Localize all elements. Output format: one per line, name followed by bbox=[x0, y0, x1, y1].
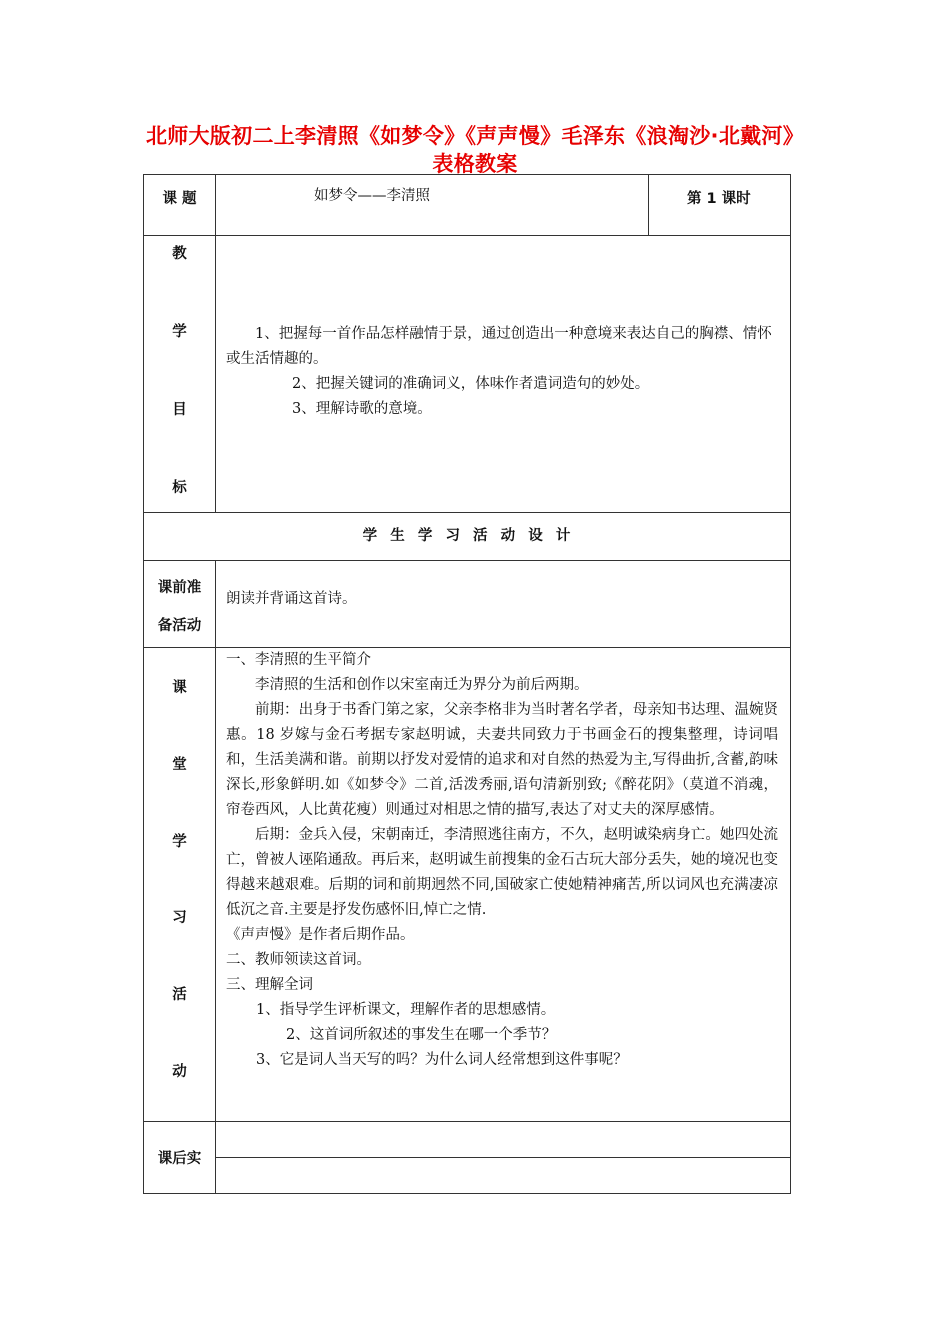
objectives-label-char: 学 bbox=[172, 324, 187, 340]
objectives-list bbox=[216, 236, 790, 422]
topic-value: 如梦令——李清照 bbox=[314, 188, 430, 204]
inclass-paragraph: 1、指导学生评析课文，理解作者的思想感情。 bbox=[256, 1002, 556, 1018]
preclass-label-line: 课前准 bbox=[157, 580, 202, 596]
afterclass-row-2 bbox=[144, 1158, 791, 1194]
afterclass-label: 课后实 bbox=[157, 1151, 202, 1167]
inclass-label-char: 活 bbox=[172, 987, 187, 1004]
inclass-row bbox=[144, 648, 791, 1122]
inclass-label-char: 学 bbox=[172, 833, 187, 850]
period-label: 第 1 课时 bbox=[687, 191, 751, 207]
objective-item: 1、把握每一首作品怎样融情于景，通过创造出一种意境来表达自己的胸襟、情怀或生活情趣的。 bbox=[226, 326, 772, 367]
inclass-paragraph: 一、李清照的生平简介 bbox=[226, 652, 371, 668]
objectives-label-char: 教 bbox=[172, 246, 187, 262]
objective-item: 2、把握关键词的准确词义，体味作者遣词造句的妙处。 bbox=[292, 376, 650, 392]
inclass-paragraph: 李清照的生活和创作以宋室南迁为界分为前后两期。 bbox=[255, 677, 589, 693]
objectives-label-char: 标 bbox=[172, 480, 187, 496]
afterclass-row bbox=[144, 1122, 791, 1158]
document-title: 北师大版初二上李清照《如梦令》《声声慢》毛泽东《浪淘沙·北戴河》表格教案 bbox=[145, 124, 805, 176]
objectives-row bbox=[144, 236, 791, 513]
preclass-content-cell bbox=[216, 561, 791, 648]
inclass-label-char: 堂 bbox=[172, 756, 187, 773]
objectives-content-cell bbox=[216, 236, 791, 513]
topic-row bbox=[144, 175, 791, 236]
period-cell bbox=[649, 175, 791, 236]
inclass-paragraph: 3、它是词人当天写的吗？为什么词人经常想到这件事呢？ bbox=[256, 1052, 628, 1068]
inclass-paragraph: 2、这首词所叙述的事发生在哪一个季节？ bbox=[286, 1027, 557, 1043]
inclass-label-char: 动 bbox=[172, 1063, 187, 1080]
objectives-label-char: 目 bbox=[172, 402, 187, 418]
section-header-cell bbox=[144, 513, 791, 561]
section-header-row bbox=[144, 513, 791, 561]
inclass-paragraph: 三、理解全词 bbox=[226, 977, 313, 993]
preclass-content: 朗读并背诵这首诗。 bbox=[226, 591, 357, 607]
afterclass-content-cell-2 bbox=[216, 1158, 791, 1194]
preclass-label-line: 备活动 bbox=[157, 618, 202, 634]
inclass-content-cell bbox=[216, 648, 791, 1122]
inclass-label-char: 习 bbox=[172, 910, 187, 927]
preclass-label-cell bbox=[144, 561, 216, 648]
topic-value-cell bbox=[216, 175, 649, 236]
objective-item: 3、理解诗歌的意境。 bbox=[292, 401, 432, 417]
topic-label-cell bbox=[144, 175, 216, 236]
inclass-label-cell bbox=[144, 648, 216, 1122]
objectives-label-cell bbox=[144, 236, 216, 513]
inclass-content bbox=[216, 648, 790, 1073]
inclass-label-char: 课 bbox=[172, 680, 187, 696]
inclass-paragraph: 前期：出身于书香门第之家，父亲李格非为当时著名学者，母亲知书达理、温婉贤惠。18 岁嫁与金石考据专家赵明诚，夫妻共同致力于书画金石的搜集整理，诗词唱和，生活美满和谐。前期以抒发对爱情的追求和对自然的热爱为主,写得曲折,含蓄,韵味深长,形象鲜明.如《如梦令》二首,活泼秀丽,语句清新别致;《醉花阴》（莫道不消魂，帘卷西风，人比黄花瘦）则通过对相思之情的描写,表达了对丈夫的深厚感情。 bbox=[226, 702, 778, 818]
inclass-paragraph: 《声声慢》是作者后期作品。 bbox=[226, 927, 415, 943]
lesson-plan-table bbox=[143, 174, 791, 1194]
inclass-paragraph: 二、教师领读这首词。 bbox=[226, 952, 371, 968]
objectives-label bbox=[144, 236, 215, 497]
section-header: 学 生 学 习 活 动 设 计 bbox=[362, 528, 572, 544]
preclass-row bbox=[144, 561, 791, 648]
inclass-paragraph: 后期：金兵入侵，宋朝南迁，李清照逃往南方，不久，赵明诚染病身亡。她四处流亡，曾被人诬陷通敌。再后来，赵明诚生前搜集的金石古玩大部分丢失，她的境况也变得越来越艰难。后期的词和前期迥然不同,国破家亡使她精神痛苦,所以词风也充满凄凉低沉之音.主要是抒发伤感怀旧,悼亡之情. bbox=[226, 827, 778, 918]
inclass-label bbox=[144, 648, 215, 1081]
afterclass-label-cell bbox=[144, 1122, 216, 1194]
topic-label: 课 题 bbox=[162, 191, 197, 207]
preclass-label bbox=[144, 561, 215, 645]
afterclass-content-cell-1 bbox=[216, 1122, 791, 1158]
